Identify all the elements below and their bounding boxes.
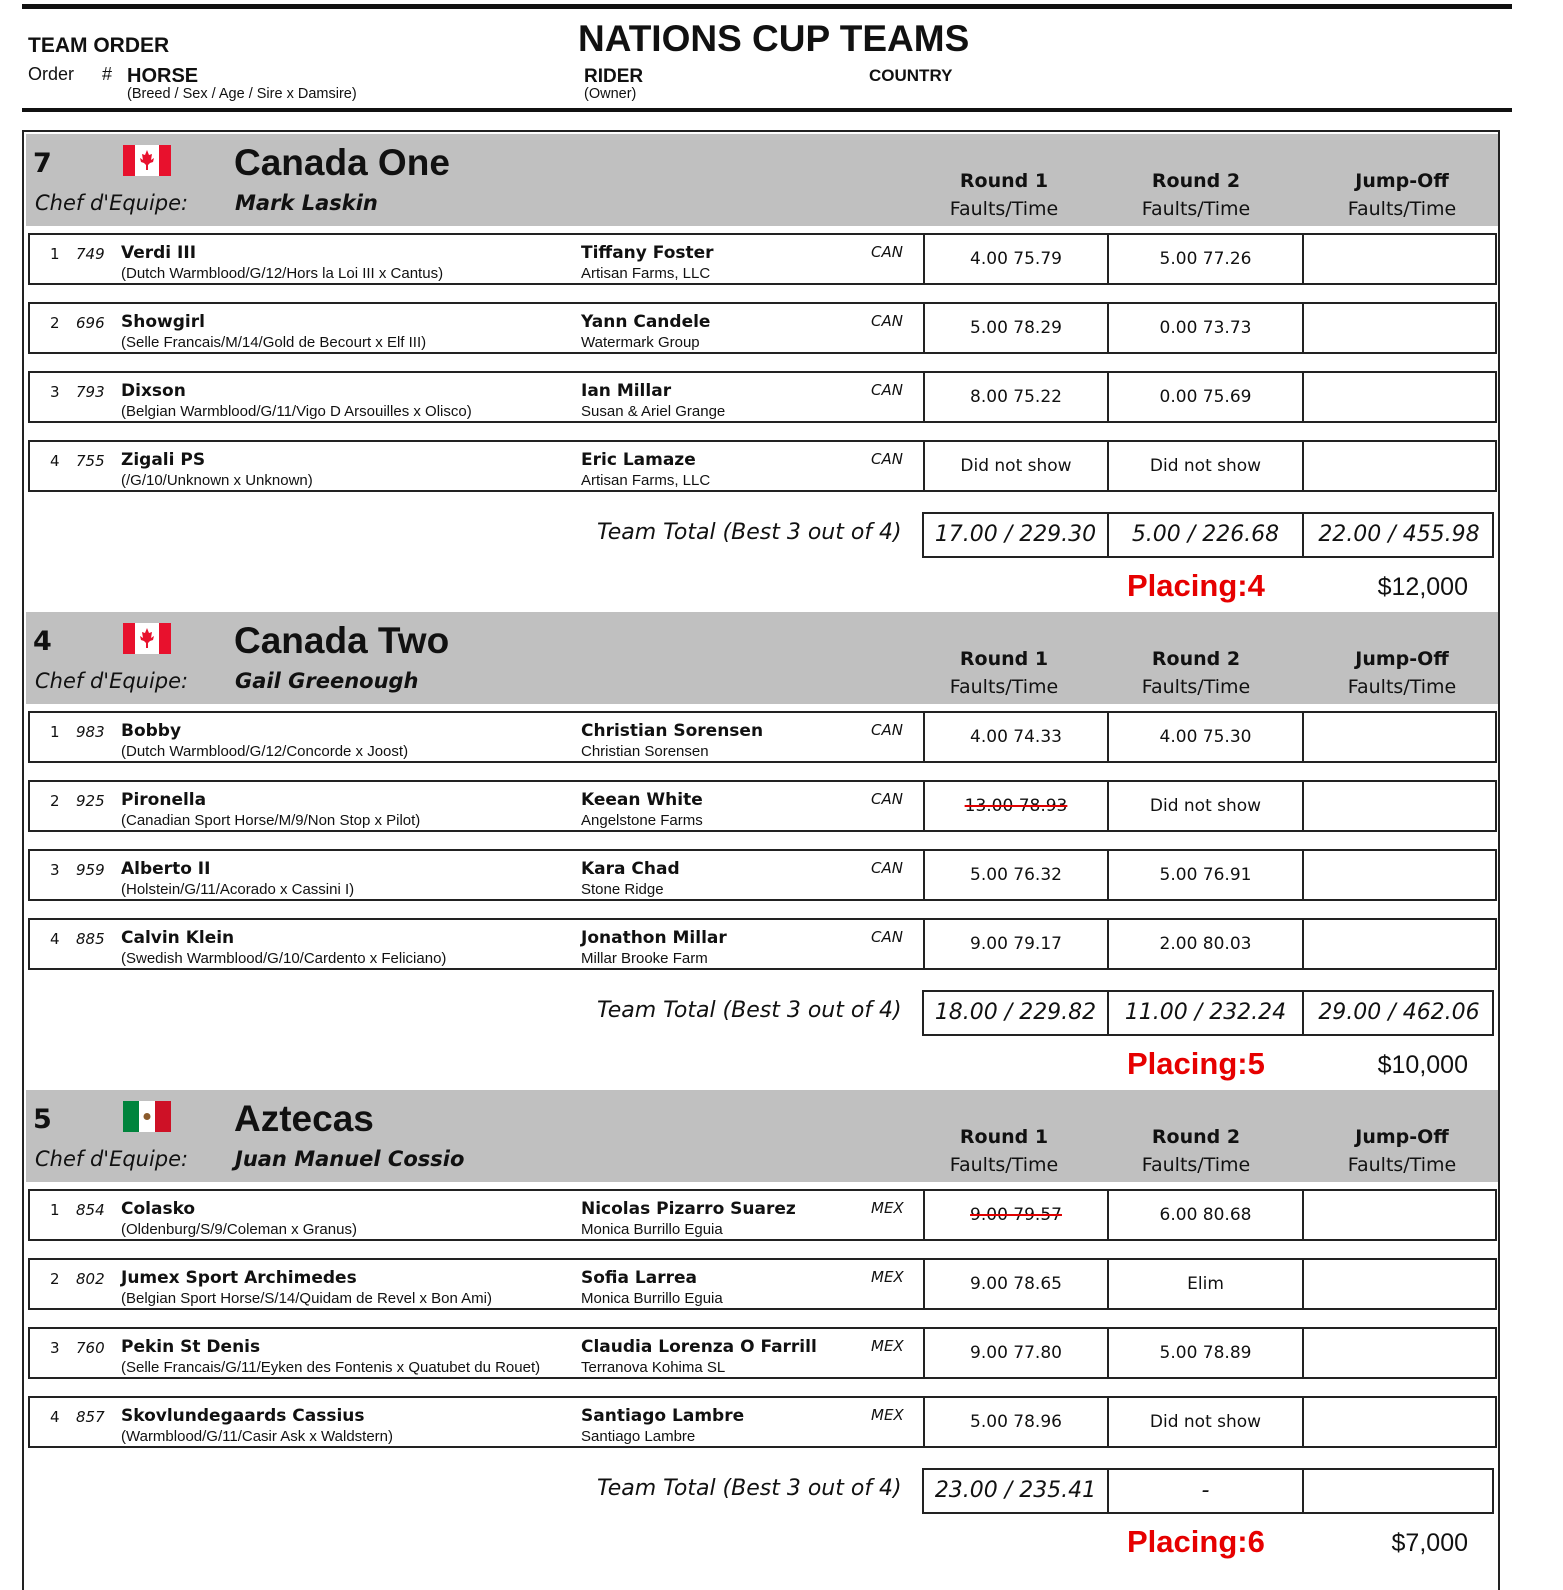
- country-code: MEX: [871, 1337, 904, 1355]
- owner-name: Artisan Farms, LLC: [581, 265, 711, 282]
- horse-name: Colasko: [121, 1199, 196, 1219]
- jumpoff-result: [1302, 920, 1497, 968]
- rider-name: Sofia Larrea: [581, 1268, 697, 1288]
- round1-result: 8.00 75.22: [923, 373, 1107, 421]
- country-code: CAN: [871, 381, 903, 399]
- round1-header: Round 1 Faults/Time: [949, 170, 1059, 220]
- horse-name: Bobby: [121, 721, 182, 741]
- rider-order: 1: [50, 723, 60, 741]
- horse-name: Alberto II: [121, 859, 211, 879]
- prize-money: $7,000: [1391, 1529, 1468, 1557]
- round1-result: 9.00 77.80: [923, 1329, 1107, 1377]
- country-code: CAN: [871, 243, 903, 261]
- round1-result: 9.00 79.17: [923, 920, 1107, 968]
- round1-result: 9.00 78.65: [923, 1260, 1107, 1308]
- round2-result: 4.00 75.30: [1107, 713, 1302, 761]
- round2-result: Did not show: [1107, 442, 1302, 490]
- round2-result: 5.00 78.89: [1107, 1329, 1302, 1377]
- horse-details: (Canadian Sport Horse/M/9/Non Stop x Pilot): [121, 812, 421, 829]
- horse-name: Pekin St Denis: [121, 1337, 261, 1357]
- rider-order: 1: [50, 1201, 60, 1219]
- team-order-number: 5: [33, 1104, 52, 1135]
- jumpoff-header: Jump-Off Faults/Time: [1347, 1126, 1457, 1176]
- round2-total: 11.00 / 232.24: [1107, 992, 1302, 1034]
- horse-number: 885: [76, 930, 105, 948]
- owner-name: Santiago Lambre: [581, 1428, 696, 1445]
- team-header: [26, 612, 1498, 704]
- jumpoff-result: [1302, 235, 1497, 283]
- round2-total: 5.00 / 226.68: [1107, 514, 1302, 556]
- jumpoff-header: Jump-Off Faults/Time: [1347, 170, 1457, 220]
- horse-details: (Dutch Warmblood/G/12/Hors la Loi III x Cantus): [121, 265, 444, 282]
- jumpoff-result: [1302, 1260, 1497, 1308]
- rider-name: Keean White: [581, 790, 703, 810]
- chef-name: Juan Manuel Cossio: [235, 1147, 465, 1171]
- mexico-flag-icon: [123, 1101, 171, 1132]
- rider-order: 1: [50, 245, 60, 263]
- horse-name: Calvin Klein: [121, 928, 235, 948]
- table-row: [28, 440, 1497, 492]
- horse-details: (Swedish Warmblood/G/10/Cardento x Feliciano): [121, 950, 447, 967]
- team-total-label: Team Total (Best 3 out of 4): [597, 1476, 902, 1501]
- owner-name: Terranova Kohima SL: [581, 1359, 726, 1376]
- order-column-label: Order: [28, 64, 75, 84]
- table-row: [28, 1396, 1497, 1448]
- rider-order: 2: [50, 792, 60, 810]
- round2-result: Did not show: [1107, 782, 1302, 830]
- horse-column-label: HORSE: [127, 65, 199, 87]
- rider-name: Yann Candele: [581, 312, 711, 332]
- rider-order: 3: [50, 383, 60, 401]
- canada-flag-icon: [123, 145, 171, 176]
- horse-name: Jumex Sport Archimedes: [121, 1268, 357, 1288]
- chef-name: Mark Laskin: [235, 191, 378, 215]
- jumpoff-result: [1302, 713, 1497, 761]
- horse-number: 696: [76, 314, 105, 332]
- horse-details: (/G/10/Unknown x Unknown): [121, 472, 313, 489]
- horse-details: (Warmblood/G/11/Casir Ask x Waldstern): [121, 1428, 394, 1445]
- table-row: [28, 918, 1497, 970]
- table-row: [28, 849, 1497, 901]
- country-code: CAN: [871, 928, 903, 946]
- round2-result: 5.00 76.91: [1107, 851, 1302, 899]
- horse-name: Showgirl: [121, 312, 205, 332]
- team-total-label: Team Total (Best 3 out of 4): [597, 998, 902, 1023]
- rider-order: 4: [50, 930, 60, 948]
- horse-number: 760: [76, 1339, 105, 1357]
- team-name: Canada One: [234, 142, 450, 183]
- rider-name: Eric Lamaze: [581, 450, 696, 470]
- horse-number: 802: [76, 1270, 105, 1288]
- round2-header: Round 2 Faults/Time: [1141, 170, 1251, 220]
- table-row: [28, 371, 1497, 423]
- country-code: CAN: [871, 790, 903, 808]
- rider-name: Nicolas Pizarro Suarez: [581, 1199, 796, 1219]
- round2-result: 5.00 77.26: [1107, 235, 1302, 283]
- round1-total: 17.00 / 229.30: [934, 522, 1097, 547]
- country-code: CAN: [871, 721, 903, 739]
- horse-column-sublabel: (Breed / Sex / Age / Sire x Damsire): [127, 86, 357, 102]
- jumpoff-total: 22.00 / 455.98: [1302, 514, 1494, 556]
- horse-details: (Dutch Warmblood/G/12/Concorde x Joost): [121, 743, 409, 760]
- round1-result: 5.00 78.96: [923, 1398, 1107, 1446]
- owner-name: Millar Brooke Farm: [581, 950, 708, 967]
- number-column-label: #: [102, 64, 113, 84]
- page-title: NATIONS CUP TEAMS: [578, 18, 970, 59]
- owner-name: Monica Burrillo Eguia: [581, 1221, 723, 1238]
- round1-header: Round 1 Faults/Time: [949, 1126, 1059, 1176]
- horse-name: Zigali PS: [121, 450, 206, 470]
- top-rule: [22, 4, 1512, 9]
- horse-number: 925: [76, 792, 105, 810]
- rider-order: 2: [50, 1270, 60, 1288]
- owner-name: Christian Sorensen: [581, 743, 709, 760]
- jumpoff-result: [1302, 373, 1497, 421]
- owner-name: Watermark Group: [581, 334, 700, 351]
- team-order-heading: TEAM ORDER: [28, 34, 170, 57]
- table-row: [28, 233, 1497, 285]
- team-placing: Placing:5: [1127, 1046, 1265, 1081]
- rider-name: Ian Millar: [581, 381, 672, 401]
- horse-number: 749: [76, 245, 105, 263]
- round2-result: 0.00 75.69: [1107, 373, 1302, 421]
- jumpoff-result: [1302, 782, 1497, 830]
- horse-details: (Selle Francais/G/11/Eyken des Fontenis x Quatubet du Rouet): [121, 1359, 541, 1376]
- team-order-number: 7: [33, 148, 52, 179]
- country-code: CAN: [871, 859, 903, 877]
- round1-result-dropped: 13.00 78.93: [923, 782, 1107, 830]
- chef-label: Chef d'Equipe:: [35, 1147, 189, 1171]
- team-header: [26, 134, 1498, 226]
- team-name: Canada Two: [234, 620, 450, 661]
- horse-number: 854: [76, 1201, 105, 1219]
- team-total-box: [922, 990, 1494, 1036]
- chef-name: Gail Greenough: [235, 669, 419, 693]
- table-row: [28, 1327, 1497, 1379]
- round1-result: 4.00 74.33: [923, 713, 1107, 761]
- horse-name: Pironella: [121, 790, 207, 810]
- rider-name: Jonathon Millar: [581, 928, 727, 948]
- horse-number: 959: [76, 861, 105, 879]
- country-code: CAN: [871, 312, 903, 330]
- table-row: [28, 1258, 1497, 1310]
- jumpoff-result: [1302, 1329, 1497, 1377]
- jumpoff-total: [1302, 1470, 1494, 1512]
- horse-number: 857: [76, 1408, 105, 1426]
- team-total-box: [922, 512, 1494, 558]
- country-code: MEX: [871, 1406, 904, 1424]
- country-code: MEX: [871, 1268, 904, 1286]
- rider-order: 4: [50, 1408, 60, 1426]
- round1-total: 18.00 / 229.82: [934, 1000, 1097, 1025]
- round2-result: 6.00 80.68: [1107, 1191, 1302, 1239]
- table-row: [28, 711, 1497, 763]
- rider-order: 2: [50, 314, 60, 332]
- owner-name: Stone Ridge: [581, 881, 664, 898]
- round1-result: 4.00 75.79: [923, 235, 1107, 283]
- round1-total: 23.00 / 235.41: [934, 1478, 1097, 1503]
- horse-details: (Selle Francais/M/14/Gold de Becourt x Elf III): [121, 334, 427, 351]
- chef-label: Chef d'Equipe:: [35, 669, 189, 693]
- jumpoff-result: [1302, 304, 1497, 352]
- jumpoff-total: 29.00 / 462.06: [1302, 992, 1494, 1034]
- rider-name: Christian Sorensen: [581, 721, 764, 741]
- round2-header: Round 2 Faults/Time: [1141, 1126, 1251, 1176]
- team-placing: Placing:6: [1127, 1524, 1265, 1559]
- jumpoff-header: Jump-Off Faults/Time: [1347, 648, 1457, 698]
- horse-name: Dixson: [121, 381, 186, 401]
- rider-order: 4: [50, 452, 60, 470]
- team-total-label: Team Total (Best 3 out of 4): [597, 520, 902, 545]
- jumpoff-result: [1302, 1398, 1497, 1446]
- round2-header: Round 2 Faults/Time: [1141, 648, 1251, 698]
- team-placing: Placing:4: [1127, 568, 1265, 603]
- round1-result: 5.00 76.32: [923, 851, 1107, 899]
- country-code: MEX: [871, 1199, 904, 1217]
- horse-name: Verdi III: [121, 243, 197, 263]
- rider-order: 3: [50, 861, 60, 879]
- rider-order: 3: [50, 1339, 60, 1357]
- horse-number: 983: [76, 723, 105, 741]
- owner-name: Susan & Ariel Grange: [581, 403, 726, 420]
- round1-result: 5.00 78.29: [923, 304, 1107, 352]
- table-row: [28, 780, 1497, 832]
- horse-details: (Belgian Warmblood/G/11/Vigo D Arsouilles x Olisco): [121, 403, 472, 420]
- round2-result: Elim: [1107, 1260, 1302, 1308]
- round2-result: 2.00 80.03: [1107, 920, 1302, 968]
- jumpoff-result: [1302, 1191, 1497, 1239]
- rider-name: Kara Chad: [581, 859, 680, 879]
- table-row: [28, 1189, 1497, 1241]
- rider-name: Claudia Lorenza O Farrill: [581, 1337, 817, 1357]
- team-header: [26, 1090, 1498, 1182]
- owner-name: Monica Burrillo Eguia: [581, 1290, 723, 1307]
- team-name: Aztecas: [234, 1098, 374, 1139]
- jumpoff-result: [1302, 851, 1497, 899]
- round2-result: 0.00 73.73: [1107, 304, 1302, 352]
- jumpoff-result: [1302, 442, 1497, 490]
- horse-number: 793: [76, 383, 105, 401]
- chef-label: Chef d'Equipe:: [35, 191, 189, 215]
- round2-result: Did not show: [1107, 1398, 1302, 1446]
- rider-column-sublabel: (Owner): [584, 86, 637, 102]
- horse-number: 755: [76, 452, 105, 470]
- round2-total: -: [1107, 1470, 1302, 1512]
- horse-details: (Oldenburg/S/9/Coleman x Granus): [121, 1221, 357, 1238]
- owner-name: Artisan Farms, LLC: [581, 472, 711, 489]
- round1-header: Round 1 Faults/Time: [949, 648, 1059, 698]
- prize-money: $10,000: [1377, 1051, 1468, 1079]
- horse-details: (Belgian Sport Horse/S/14/Quidam de Revel x Bon Ami): [121, 1290, 493, 1307]
- prize-money: $12,000: [1377, 573, 1468, 601]
- team-order-number: 4: [33, 626, 52, 657]
- table-row: [28, 302, 1497, 354]
- team-total-box: [922, 1468, 1494, 1514]
- rider-name: Tiffany Foster: [581, 243, 714, 263]
- country-code: CAN: [871, 450, 903, 468]
- canada-flag-icon: [123, 623, 171, 654]
- round1-result: Did not show: [923, 442, 1107, 490]
- horse-details: (Holstein/G/11/Acorado x Cassini I): [121, 881, 355, 898]
- header-rule: [22, 108, 1512, 112]
- country-column-label: COUNTRY: [869, 66, 953, 85]
- round1-result-dropped: 9.00 79.57: [923, 1191, 1107, 1239]
- rider-name: Santiago Lambre: [581, 1406, 745, 1426]
- horse-name: Skovlundegaards Cassius: [121, 1406, 365, 1426]
- rider-column-label: RIDER: [584, 66, 644, 87]
- owner-name: Angelstone Farms: [581, 812, 703, 829]
